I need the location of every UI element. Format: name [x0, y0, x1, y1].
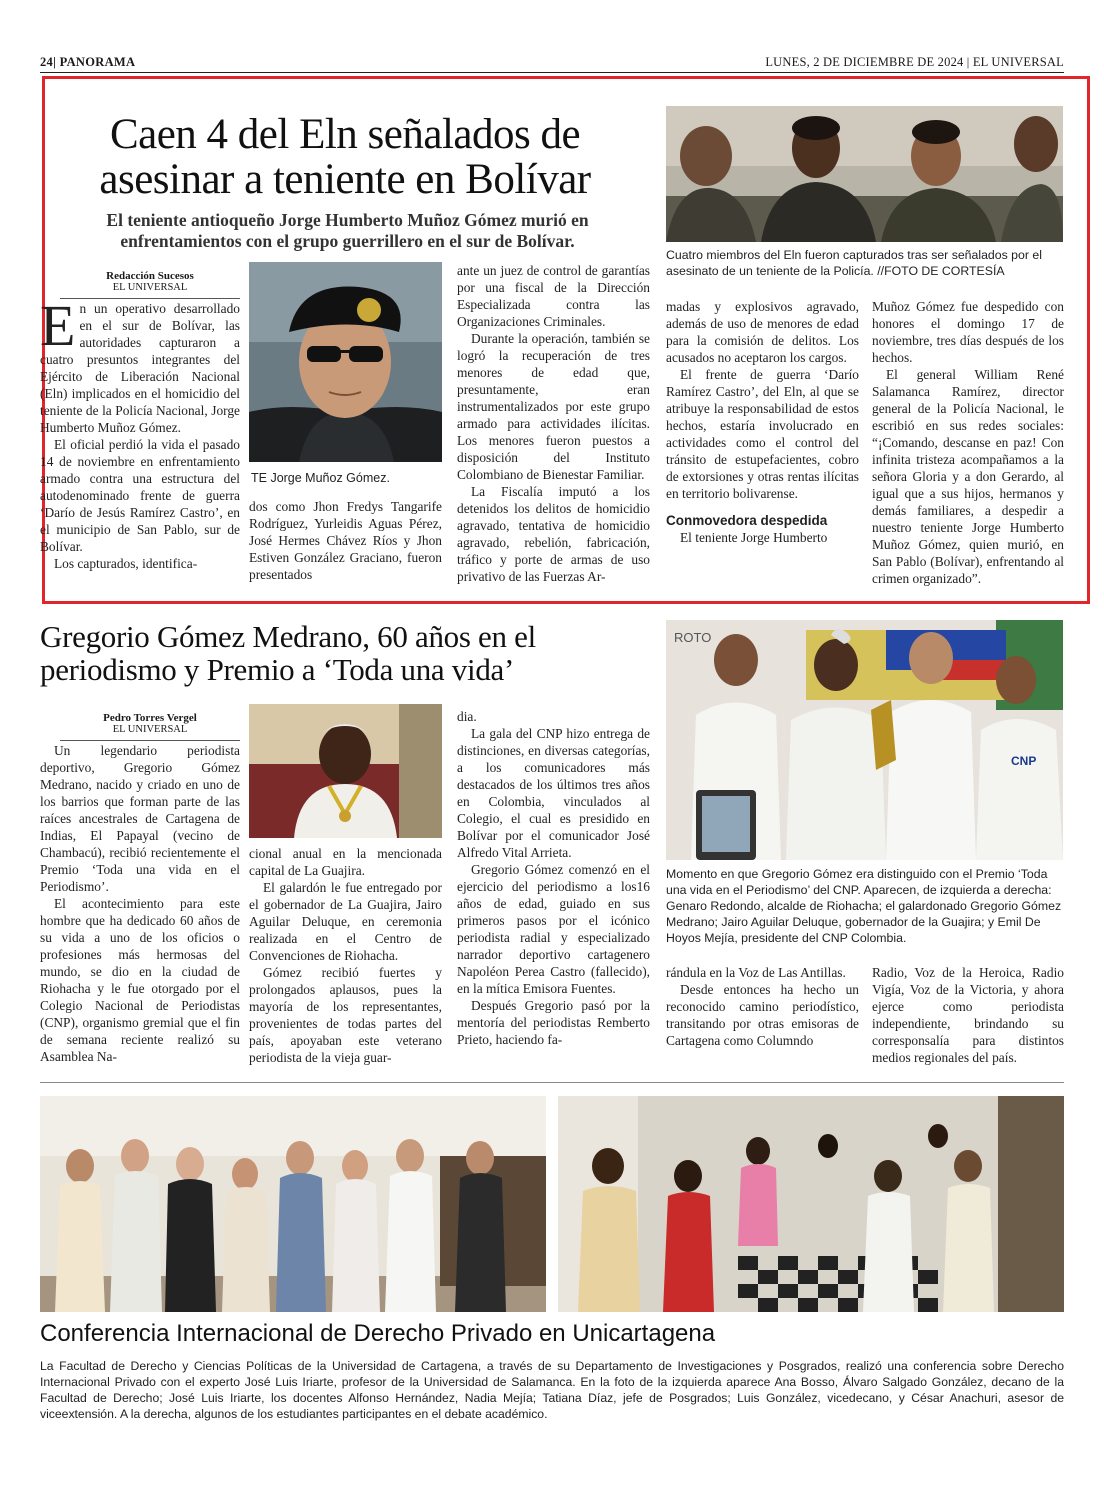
- story2-col2-p3: Gómez recibió fuertes y prolongados aplausos, pues la mayoría de los representantes, provenientes de todas partes del país, apoyaban este veterano periodista de la vieja guar-: [249, 965, 442, 1065]
- story1-col4: [666, 298, 859, 546]
- page-header: [40, 50, 1064, 73]
- story2-byline-paper: EL UNIVERSAL: [60, 724, 240, 741]
- story1-byline-name: Redacción Sucesos: [106, 270, 194, 282]
- story1-col1-p1: n un operativo desarrollado en el sur de Bolívar, las autoridades capturaron a cuatro presuntos integrantes del Ejército de Liberación Nacional (Eln) implicados en el homicidio del teniente de la Policía Nacional, Jorge Humberto Muñoz Gómez.: [40, 301, 240, 435]
- story1-col2: [249, 498, 442, 583]
- story2-col5-p1: Radio, Voz de la Heroica, Radio Vigía, Voz de la Victoria, y ahora ejerce como periodista independiente, brindando su corresponsalía para distintos medios regionales del país.: [872, 965, 1064, 1065]
- story1-col4-p3: El teniente Jorge Humberto: [680, 530, 828, 545]
- story3-headline: Conferencia Internacional de Derecho Privado en Unicartagena: [40, 1320, 716, 1347]
- story3-body: La Facultad de Derecho y Ciencias Políticas de la Universidad de Cartagena, a través de su Departamento de Investigaciones y Posgrados, realizó una conferencia sobre Derecho Internacional Privado con el experto José Luis Iriarte, profesor de la Universidad de Salamanca. En la foto de la izquierda aparece Ana Bosso, Álvaro Salgado González, decano de la Facultad de Derecho; José Luis Iriarte, los docentes Alfonso Hernández, Nadia Mejía; Tatiana Díaz, jefe de Posgrados; Luis González, vicedecano, y César Anachuri, asesor de viceextensión. A la derecha, algunos de los estudiantes participantes en el debate académico.: [40, 1359, 1064, 1421]
- eln-photo-caption: Cuatro miembros del Eln fueron capturados tras ser señalados por el asesinato de un teniente de la Policía. //FOTO DE CORTESÍA: [666, 248, 1042, 278]
- story2-col3-p1: dia.: [457, 709, 477, 724]
- dropcap: E: [40, 293, 76, 358]
- story2-byline: [60, 712, 240, 741]
- story2-col3-p2: La gala del CNP hizo entrega de distinciones, en diversas categorías, a los comunicadores más destacados de los últimos tres años en Colombia, vinculados al Colegio, el cual es presidido en Bolívar por el comunicador José Alfredo Vital Arrieta.: [457, 726, 650, 860]
- story1-subhead: Conmovedora despedida: [666, 513, 828, 528]
- story1-col5-p2: El general William René Salamanca Ramírez, director general de la Policía Nacional, le escribió en sus redes sociales: “¡Comando, descanse en paz! Con infinita tristeza acompañamos a la señora Gloria y a don Gerardo, al igual que a sus hijos, hermanos y demás familiares, a despedir a nuestro teniente Jorge Humberto Muñoz Gómez, quien murió, en San Pablo (Bolívar), enfrentando al crimen organizado”.: [872, 367, 1064, 586]
- story1-col3-p2: Durante la operación, también se logró la recuperación de tres menores de edad que, presuntamente, eran instrumentalizados por este grupo armado para actividades ilícitas. Los menores fueron puestos a disposición del Instituto Colombiano de Bienestar Familiar.: [457, 331, 650, 482]
- story2-col2-p1: cional anual en la mencionada capital de La Guajira.: [249, 846, 442, 878]
- faculty-group-photo: [40, 1096, 546, 1312]
- story2-col4-p1: rándula en la Voz de Las Antillas.: [666, 965, 846, 980]
- story1-col1-p2: El oficial perdió la vida el pasado 14 de noviembre en enfrentamiento armado contra una estructura del autodenominado frente de guerra ‘Darío de Jesús Ramírez Castro’, en el municipio de San Pablo, sur de Bolívar.: [40, 437, 240, 554]
- story1-col4-p2: El frente de guerra ‘Darío Ramírez Castro’, del Eln, al que se atribuye la responsabilidad de estos hechos, estaría involucrado en actividades como el control del tránsito de estupefacientes, cobro de extorsiones y otras rentas ilícitas en territorio bolivarense.: [666, 367, 859, 501]
- story1-col2-text: dos como Jhon Fredys Tangarife Rodríguez, Yurleidis Aguas Pérez, José Hermes Chávez Ríos y Jhon Estiven González Graciano, fueron presentados: [249, 499, 442, 582]
- story2-col3-p4: Después Gregorio pasó por la mentoría del periodistas Remberto Prieto, haciendo fa-: [457, 998, 650, 1047]
- section-divider: [40, 1082, 1064, 1083]
- page-section: 24| PANORAMA: [40, 55, 136, 69]
- story2-col3-p3: Gregorio Gómez comenzó en el ejercicio del periodismo a los16 años de edad, guiado en sus primeros pasos por el icónico periodista radial y especializado narrador deportivo cartagenero Napoléon Perea Castro (fallecido), en la mítica Emisora Fuentes.: [457, 862, 650, 996]
- date-paper: LUNES, 2 DE DICIEMBRE DE 2024 | EL UNIVERSAL: [765, 55, 1064, 69]
- award-photo-caption: Momento en que Gregorio Gómez era distinguido con el Premio ‘Toda una vida en el Periodismo’ del CNP. Aparecen, de izquierda a derecha: Genaro Redondo, alcalde de Riohacha; el galardonado Gregorio Gómez Medrano; Jairo Aguilar Deluque, gobernador de la Guajira; y Emil De Hoyos Mejía, presidente del CNP Colombia.: [666, 867, 1062, 945]
- story2-col4: [666, 964, 859, 1049]
- story1-col5: [872, 298, 1064, 587]
- roto-sign: ROTO: [674, 630, 712, 645]
- portrait-caption: TE Jorge Muñoz Gómez.: [251, 471, 390, 485]
- story1-col3: [457, 262, 650, 585]
- story2-col5: [872, 964, 1064, 1066]
- students-photo: [558, 1096, 1064, 1312]
- story1-byline: [60, 270, 240, 299]
- story2-headline: Gregorio Gómez Medrano, 60 años en el periodismo y Premio a ‘Toda una vida’: [40, 619, 536, 687]
- story1-headline: Caen 4 del Eln señalados de asesinar a teniente en Bolívar: [99, 111, 591, 203]
- eln-captured-photo: [666, 106, 1063, 242]
- award-ceremony-photo: [666, 620, 1063, 860]
- cnp-logo: CNP: [1011, 754, 1037, 768]
- story1-col3-p1: ante un juez de control de garantías por una fiscal de la Dirección Especializada contra las Organizaciones Criminales.: [457, 263, 650, 329]
- story2-col2: [249, 845, 442, 1066]
- story1-col5-p1: Muñoz Gómez fue despedido con honores el domingo 17 de noviembre, tres días después de los hechos.: [872, 299, 1064, 365]
- story1-col4-p1: madas y explosivos agravado, además de uso de menores de edad para la comisión de delitos. Los acusados no aceptaron los cargos.: [666, 299, 859, 365]
- lieutenant-portrait: [249, 262, 442, 462]
- story2-byline-name: Pedro Torres Vergel: [103, 712, 197, 724]
- story1-col1: [40, 293, 240, 572]
- story1-col3-p3: La Fiscalía imputó a los detenidos los delitos de homicidio agravado, tentativa de homicidio agravado, rebelión, fabricación, tráfico y porte de armas de uso privativo de las Fuerzas Ar-: [457, 484, 650, 584]
- story1-byline-paper: EL UNIVERSAL: [60, 282, 240, 299]
- story2-col2-p2: El galardón le fue entregado por el gobernador de La Guajira, Jairo Aguilar Deluque, en ceremonia realizada en el Centro de Convenciones de Riohacha.: [249, 880, 442, 963]
- gregorio-portrait: [249, 704, 442, 838]
- story1-col1-p3: Los capturados, identifica-: [54, 556, 198, 571]
- story2-col3: [457, 708, 650, 1048]
- story1-deck: El teniente antioqueño Jorge Humberto Muñoz Gómez murió en enfrentamientos con el grupo guerrillero en el sur de Bolívar.: [106, 210, 589, 251]
- story2-col4-p2: Desde entonces ha hecho un reconocido camino periodístico, transitando por otras emisoras de Cartagena como Columndo: [666, 982, 859, 1048]
- story2-col1: [40, 742, 240, 1065]
- story2-col1-p2: El acontecimiento para este hombre que ha dedicado 60 años de su vida a uno de los oficios o profesiones más hermosas del mundo, se dio en la ciudad de Riohacha y le fue otorgado por el Colegio Nacional de Periodistas (CNP), organismo gremial que el fin de semana reciente realizó su Asamblea Na-: [40, 896, 240, 1064]
- story2-col1-p1: Un legendario periodista deportivo, Gregorio Gómez Medrano, nacido y criado en uno de los barrios que forman parte de las raíces ancestrales de Cartagena de Indias, El Papayal (vecino de Chambacú), recibió recientemente el Premio ‘Toda una vida en el Periodismo’.: [40, 743, 240, 894]
